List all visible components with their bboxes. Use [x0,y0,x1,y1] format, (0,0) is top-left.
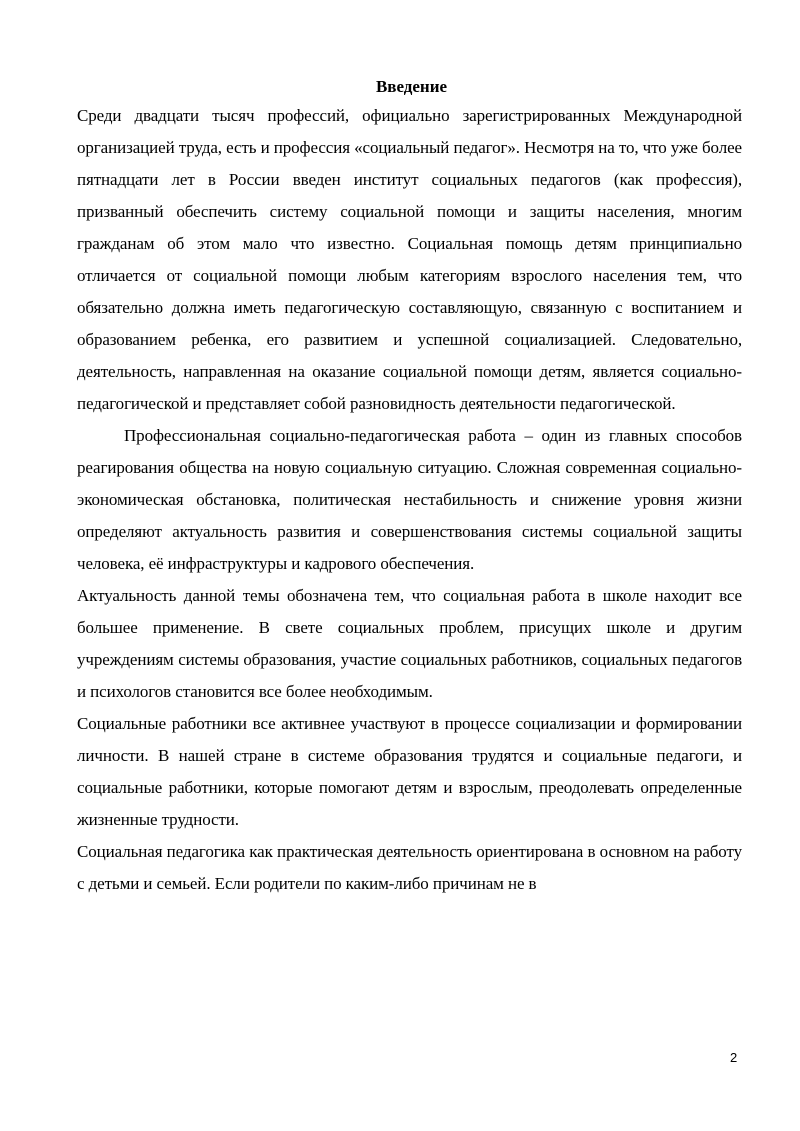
paragraph-2: Профессиональная социально-педагогическая работа – один из главных способов реагирования общества на новую социальную ситуацию. Сложная современная социально-экономическая обстановка, политическая нестабильность и снижение уровня жизни определяют актуальность развития и совершенствования системы социальной защиты человека, её инфраструктуры и кадрового обеспечения. [77,426,742,573]
page-title: Введение [375,77,448,96]
paragraph-3: Актуальность данной темы обозначена тем, что социальная работа в школе находит все большее применение. В свете социальных проблем, присущих школе и другим учреждениям системы образования, участие социальных работников, социальных педагогов и психологов становится все более необходимым. [77,586,742,701]
page-number: 2 [730,1050,738,1065]
paragraph-5: Социальная педагогика как практическая деятельность ориентирована в основном на работу с детьми и семьей. Если родители по каким-либо причинам не в [77,842,742,893]
paragraph-4: Социальные работники все активнее участвуют в процессе социализации и формировании личности. В нашей стране в системе образования трудятся и социальные педагоги, и социальные работники, которые помогают детям и взрослым, преодолевать определенные жизненные трудности. [77,714,742,829]
page-body [77,74,742,900]
paragraph-1: Среди двадцати тысяч профессий, официально зарегистрированных Международной организацией труда, есть и профессия «социальный педагог». Несмотря на то, что уже более пятнадцати лет в России введен институт социальных педагогов (как профессия), призванный обеспечить систему социальной помощи и защиты населения, многим гражданам об этом мало что известно. Социальная помощь детям принципиально отличается от социальной помощи любым категориям взрослого населения тем, что обязательно должна иметь педагогическую составляющую, связанную с воспитанием и образованием ребенка, его развитием и успешной социализацией. Следовательно, деятельность, направленная на оказание социальной помощи детям, является социально-педагогической и представляет собой разновидность деятельности педагогической. [77,106,742,413]
